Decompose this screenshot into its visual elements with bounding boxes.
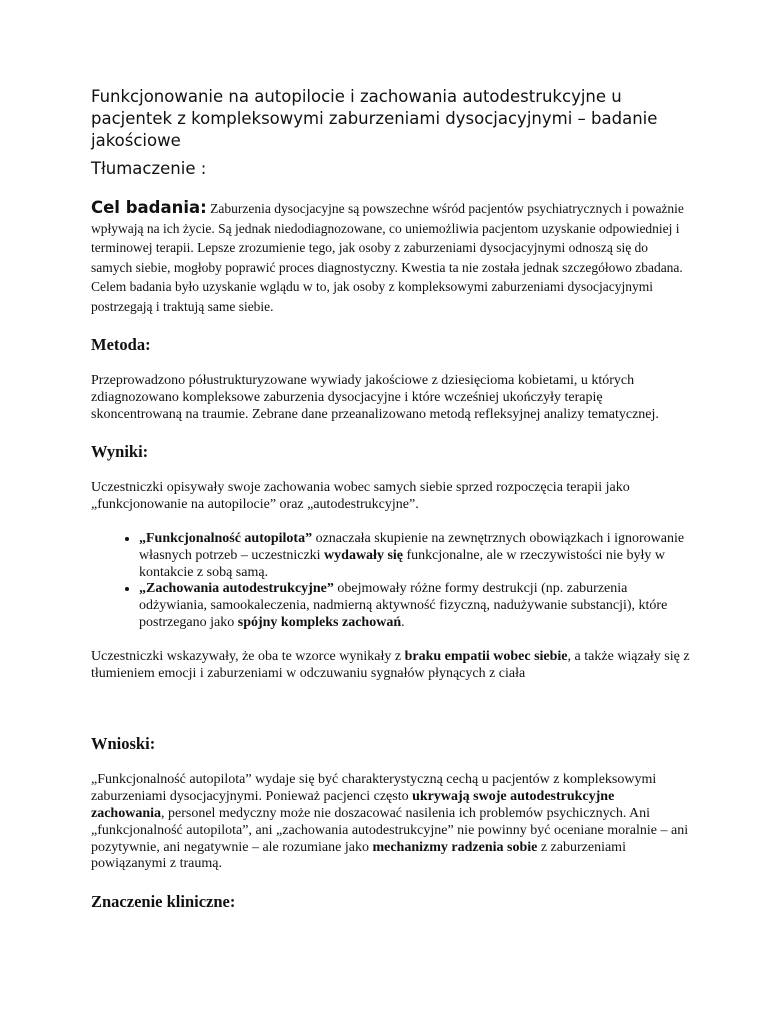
list-item: [139, 581, 691, 631]
cel-paragraph: [91, 198, 691, 316]
wnioski-bold-b: mechanizmy radzenia sobie: [372, 839, 538, 855]
wnioski-text-a: „Funkcjonalność autopilota” wydaje się być charakterystyczną cechą u pacjentów z kompleksowymi zaburzeniami dysocjacyjnymi. Ponieważ pacjenci często: [91, 772, 657, 805]
bullet-1-bold-b: wydawały się: [324, 547, 403, 563]
wyniki-list: [91, 531, 691, 632]
bullet-2-text-b: .: [401, 614, 405, 630]
cel-heading: Cel badania:: [91, 198, 207, 217]
bullet-2-bold-b: spójny kompleks zachowań: [237, 614, 402, 630]
wnioski-text-c: z zaburzeniami powiązanymi z traumą.: [91, 839, 626, 872]
wyniki-outro-a: Uczestniczki wskazywały, że oba te wzorce wynikały z: [91, 648, 405, 664]
document-title: Funkcjonowanie na autopilocie i zachowania autodestrukcyjne u pacjentek z kompleksowymi zaburzeniami dysocjacyjnymi – badanie jakościowe: [91, 87, 658, 150]
document-page: [91, 86, 691, 912]
wyniki-outro: [91, 649, 691, 683]
wyniki-heading: Wyniki:: [91, 442, 149, 462]
metoda-heading: Metoda:: [91, 335, 151, 354]
bullet-1-bold: „Funkcjonalność autopilota”: [139, 530, 313, 546]
cel-text: Zaburzenia dysocjacyjne są powszechne wśród pacjentów psychiatrycznych i poważnie wpływają na ich życie. Są jednak niedodiagnozowane, co uniemożliwia pacjentom uzyskanie odpowiedniej i terminowej terapii. Lepsze zrozumienie tego, jak osoby z zaburzeniami dysocjacyjnymi odnoszą się do samych siebie, mogłoby poprawić proces diagnostyczny. Kwestia ta nie została jednak szczegółowo zbadana. Celem badania było uzyskanie wglądu w to, jak osoby z kompleksowymi zaburzeniami dysocjacyjnymi postrzegają i traktują same siebie.: [91, 201, 684, 314]
wnioski-text-b: , personel medyczny może nie doszacować nasilenia ich problemów psychicznych. Ani „funkcjonalność autopilota”, ani „zachowania autodestrukcyjne” nie powinny być oceniane moralnie – ani pozytywnie, ani negatywnie – ale rozumiane jako: [91, 805, 689, 855]
metoda-text: Przeprowadzono półustrukturyzowane wywiady jakościowe z dziesięcioma kobietami, u których zdiagnozowano kompleksowe zaburzenia dysocjacyjne i które wcześniej ukończyły terapię skoncentrowaną na traumie. Zebrane dane przeanalizowano metodą refleksyjnej analizy tematycznej.: [91, 373, 659, 422]
bullet-1-text-b: funkcjonalne, ale w rzeczywistości nie były w kontakcie z sobą samą.: [139, 547, 666, 580]
bullet-2-bold: „Zachowania autodestrukcyjne”: [139, 581, 334, 597]
wnioski-heading: Wnioski:: [91, 734, 156, 754]
wyniki-outro-b: , a także wiązały się z tłumieniem emocji i zaburzeniami w odczuwaniu sygnałów płynących z ciała: [91, 648, 690, 681]
list-item: [139, 531, 691, 581]
wnioski-bold-a: ukrywają swoje autodestrukcyjne zachowania: [91, 789, 615, 821]
wyniki-intro: Uczestniczki opisywały swoje zachowania wobec samych siebie sprzed rozpoczęcia terapii jako „funkcjonowanie na autopilocie” oraz „autodestrukcyjne”.: [91, 480, 630, 513]
bullet-2-text-a: obejmowały różne formy destrukcji (np. zaburzenia odżywiania, samookaleczenia, nadmierną aktywność fizyczną, nadużywanie substancji), które postrzegano jako: [139, 581, 668, 630]
znaczenie-heading: Znaczenie kliniczne:: [91, 892, 236, 912]
wyniki-outro-bold: braku empatii wobec siebie: [404, 648, 568, 664]
translation-label: Tłumaczenie :: [91, 159, 207, 178]
bullet-1-text-a: oznaczała skupienie na zewnętrznych obowiązkach i ignorowanie własnych potrzeb – uczestniczki: [139, 530, 685, 563]
wnioski-text: [91, 772, 691, 873]
